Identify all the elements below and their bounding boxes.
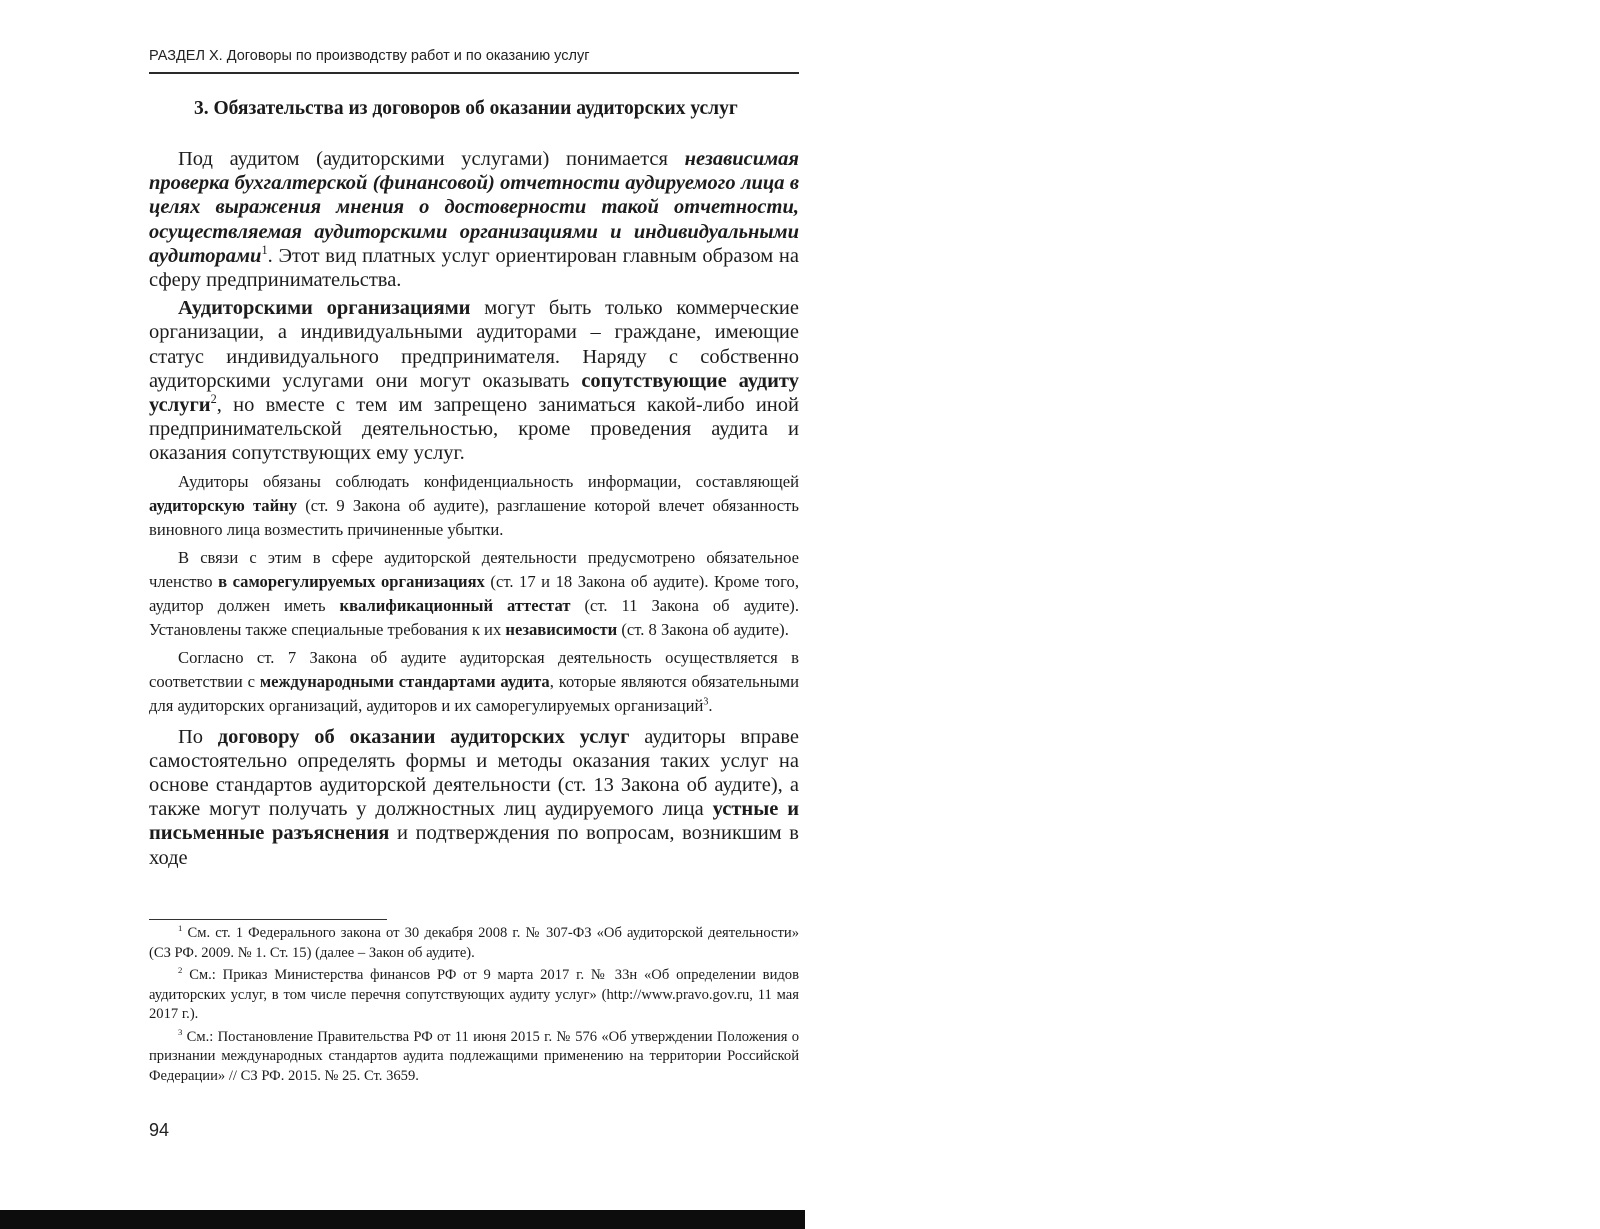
footnote-number: 1 xyxy=(178,923,183,934)
text-run: , которые являются обязательными для аудиторских организаций, аудиторов и их саморегулируемых организаций xyxy=(149,672,799,716)
bold-term: независимости xyxy=(505,620,618,640)
text-run: В связи с этим в сфере аудиторской деятельности предусмотрено обязательное членство xyxy=(149,547,799,591)
paragraph-self-regulation xyxy=(149,546,799,643)
facing-blank-page xyxy=(805,0,1600,1229)
text-run: (ст. 11 Закона об аудите). Установлены также специальные требования к их xyxy=(149,596,799,640)
header-rule xyxy=(149,72,799,74)
section-title: 3. Обязательства из договоров об оказании аудиторских услуг xyxy=(194,98,738,119)
scan-bottom-edge xyxy=(0,1210,805,1229)
emphasis-definition: независимая проверка бухгалтерской (финансовой) отчетности аудируемого лица в целях выражения мнения о достоверности такой отчетности, осуществляемая аудиторскими организациями и индивидуальными аудиторами xyxy=(149,148,799,267)
text-run: аудиторы вправе самостоятельно определять формы и методы оказания таких услуг на основе стандартов аудиторской деятельности (ст. 13 Закона об аудите), а также могут получать у должностных лиц аудируемого лица xyxy=(149,725,799,821)
bold-term: устные и письменные разъяснения xyxy=(149,798,800,845)
bold-term: аудиторскую тайну xyxy=(149,495,298,515)
footnote-number: 2 xyxy=(178,965,183,976)
text-run: могут быть только коммерческие организации, а индивидуальными аудиторами – граждане, имеющие статус индивидуального предпринимателя. Наряду с собственно аудиторскими услугами они могут оказывать xyxy=(149,297,799,392)
text-run: . xyxy=(708,696,713,716)
bold-term: Аудиторскими организациями xyxy=(178,297,471,320)
text-run: (ст. 8 Закона об аудите). xyxy=(617,620,789,640)
bold-term: в саморегулируемых организациях xyxy=(218,571,485,591)
footnote-text: См.: Постановление Правительства РФ от 11 июня 2015 г. № 576 «Об утверждении Положения о признании международных стандартов аудита подлежащими применению на территории Российской Федерации» // СЗ РФ. 2015. № 25. Ст. 3659. xyxy=(149,1028,799,1084)
bold-term: договору об оказании аудиторских услуг xyxy=(217,725,630,748)
paragraph-standards xyxy=(149,646,799,719)
text-run: . Этот вид платных услуг ориентирован главным образом на сферу предпринимательства. xyxy=(149,244,799,292)
text-run: По xyxy=(178,725,218,748)
text-run: (ст. 9 Закона об аудите), разглашение которой влечет обязанность виновного лица возместить причиненные убытки. xyxy=(149,495,799,540)
page-number: 94 xyxy=(149,1120,170,1140)
footnote-text: См.: Приказ Министерства финансов РФ от 9 марта 2017 г. № 33н «Об определении видов аудиторских услуг, в том числе перечня сопутствующих аудиту услуг» (http://www.pravo.gov.ru, 11 мая 2017 г.). xyxy=(149,967,799,1022)
footnote-ref: 1 xyxy=(261,242,268,257)
footnote-rule xyxy=(149,919,387,920)
footnote-2 xyxy=(149,966,799,1025)
footnote-1 xyxy=(149,924,799,963)
bold-term: квалификационный аттестат xyxy=(339,596,571,616)
footnotes xyxy=(149,924,799,1089)
bold-term: международными стандартами аудита xyxy=(259,672,550,692)
text-run: Согласно ст. 7 Закона об аудите аудиторская деятельность осуществляется в соответствии с xyxy=(149,647,799,692)
footnote-3 xyxy=(149,1028,799,1087)
footnote-number: 3 xyxy=(178,1026,183,1037)
text-run: (ст. 17 и 18 Закона об аудите). Кроме того, аудитор должен иметь xyxy=(149,571,799,616)
footnote-ref: 3 xyxy=(703,696,709,708)
text-run: Аудиторы обязаны соблюдать конфиденциальность информации, составляющей xyxy=(178,471,799,491)
bold-term: сопутствующие аудиту услуги xyxy=(149,369,799,417)
paragraph-audit-definition xyxy=(149,147,799,292)
paragraph-audit-secrecy xyxy=(149,470,799,543)
body-text xyxy=(149,147,799,874)
footnote-text: См. ст. 1 Федерального закона от 30 декабря 2008 г. № 307-ФЗ «Об аудиторской деятельности» (СЗ РФ. 2009. № 1. Ст. 15) (далее – Закон об аудите). xyxy=(149,925,799,961)
paragraph-audit-contract xyxy=(149,725,799,870)
paragraph-audit-organizations xyxy=(149,296,799,465)
text-run: Под аудитом (аудиторскими услугами) понимается xyxy=(178,148,685,170)
text-run: , но вместе с тем им запрещено заниматься какой-либо иной предпринимательской деятельностью, кроме проведения аудита и оказания сопутствующих ему услуг. xyxy=(149,394,799,465)
running-head: РАЗДЕЛ X. Договоры по производству работ и по оказанию услуг xyxy=(149,48,590,64)
footnote-ref: 2 xyxy=(210,392,217,407)
text-run: и подтверждения по вопросам, возникшим в ходе xyxy=(149,822,799,869)
